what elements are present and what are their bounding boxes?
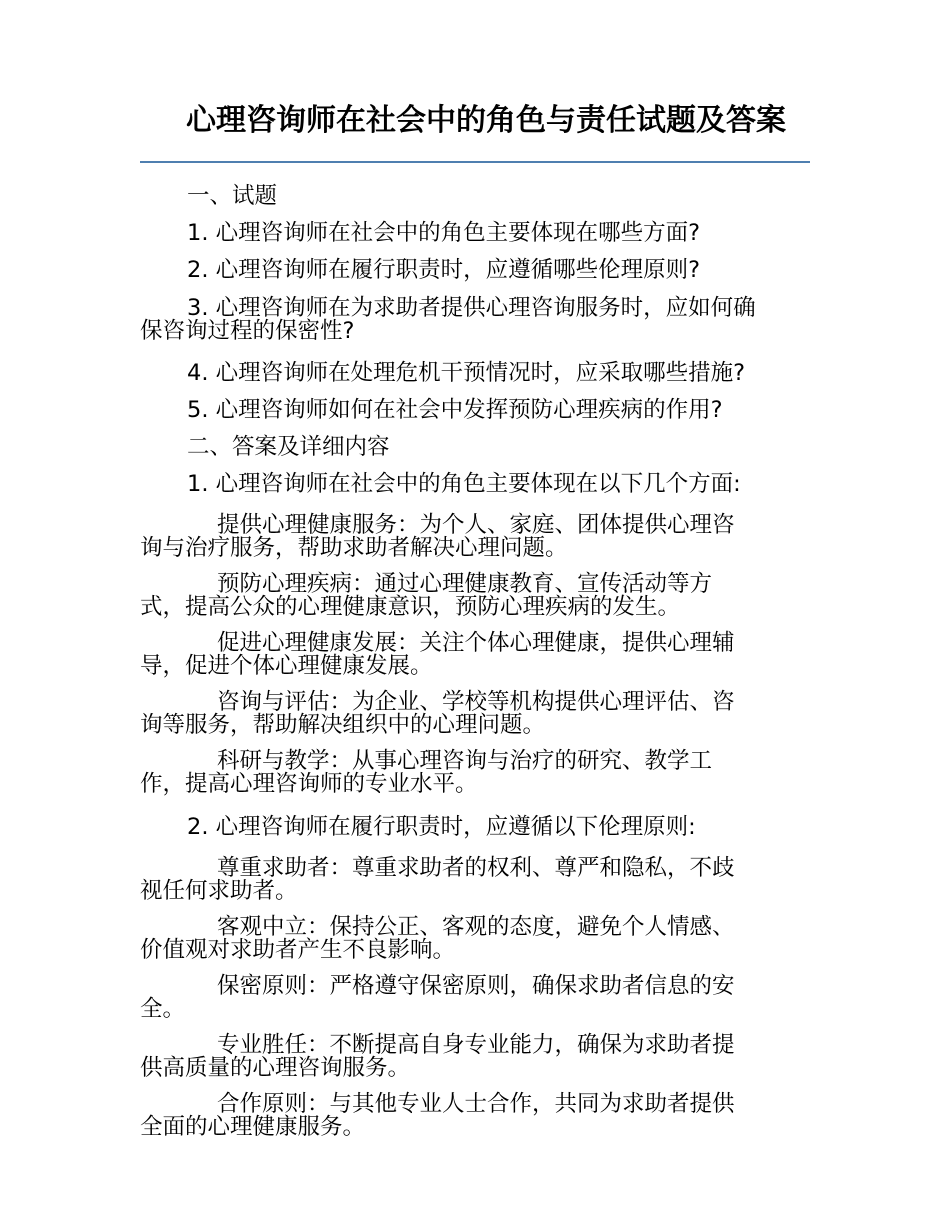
answer-2-item-2: 客观中立：保持公正、客观的态度，避免个人情感、 价值观对求助者产生不良影响。 (140, 914, 735, 963)
section-heading-answers: 二、答案及详细内容 (187, 434, 390, 460)
answer-1-item-2: 预防心理疾病：通过心理健康教育、宣传活动等方 式，提高公众的心理健康意识，预防心理疾病的发生。 (140, 571, 713, 620)
question-2: 2. 心理咨询师在履行职责时，应遵循哪些伦理原则? (187, 257, 701, 283)
answer-2-item-5: 合作原则：与其他专业人士合作，共同为求助者提供 全面的心理健康服务。 (140, 1091, 735, 1140)
answer-1-item-3: 促进心理健康发展：关注个体心理健康，提供心理辅 导，促进个体心理健康发展。 (140, 630, 735, 679)
answer-2-item-4: 专业胜任：不断提高自身专业能力，确保为求助者提 供高质量的心理咨询服务。 (140, 1032, 735, 1081)
document-title: 心理咨询师在社会中的角色与责任试题及答案 (186, 103, 786, 138)
document-body (140, 178, 820, 1152)
section-heading-questions: 一、试题 (187, 183, 278, 209)
answer-2-item-1: 尊重求助者：尊重求助者的权利、尊严和隐私，不歧 视任何求助者。 (140, 855, 735, 904)
answer-1-item-1: 提供心理健康服务：为个人、家庭、团体提供心理咨 询与治疗服务，帮助求助者解决心理问题。 (140, 512, 735, 561)
question-1: 1. 心理咨询师在社会中的角色主要体现在哪些方面? (187, 220, 701, 246)
answer-1-intro: 1. 心理咨询师在社会中的角色主要体现在以下几个方面: (187, 471, 741, 497)
title-underline (140, 161, 810, 163)
answer-1-item-5: 科研与教学：从事心理咨询与治疗的研究、教学工 作，提高心理咨询师的专业水平。 (140, 748, 713, 797)
answer-1-item-4: 咨询与评估：为企业、学校等机构提供心理评估、咨 询等服务，帮助解决组织中的心理问题。 (140, 689, 735, 738)
question-4: 4. 心理咨询师在处理危机干预情况时，应采取哪些措施? (187, 360, 746, 386)
question-5: 5. 心理咨询师如何在社会中发挥预防心理疾病的作用? (187, 397, 723, 423)
answer-2-intro: 2. 心理咨询师在履行职责时，应遵循以下伦理原则: (187, 814, 696, 840)
answer-2-item-3: 保密原则：严格遵守保密原则，确保求助者信息的安 全。 (140, 973, 735, 1022)
question-3: 3. 心理咨询师在为求助者提供心理咨询服务时，应如何确 保咨询过程的保密性? (140, 295, 756, 344)
